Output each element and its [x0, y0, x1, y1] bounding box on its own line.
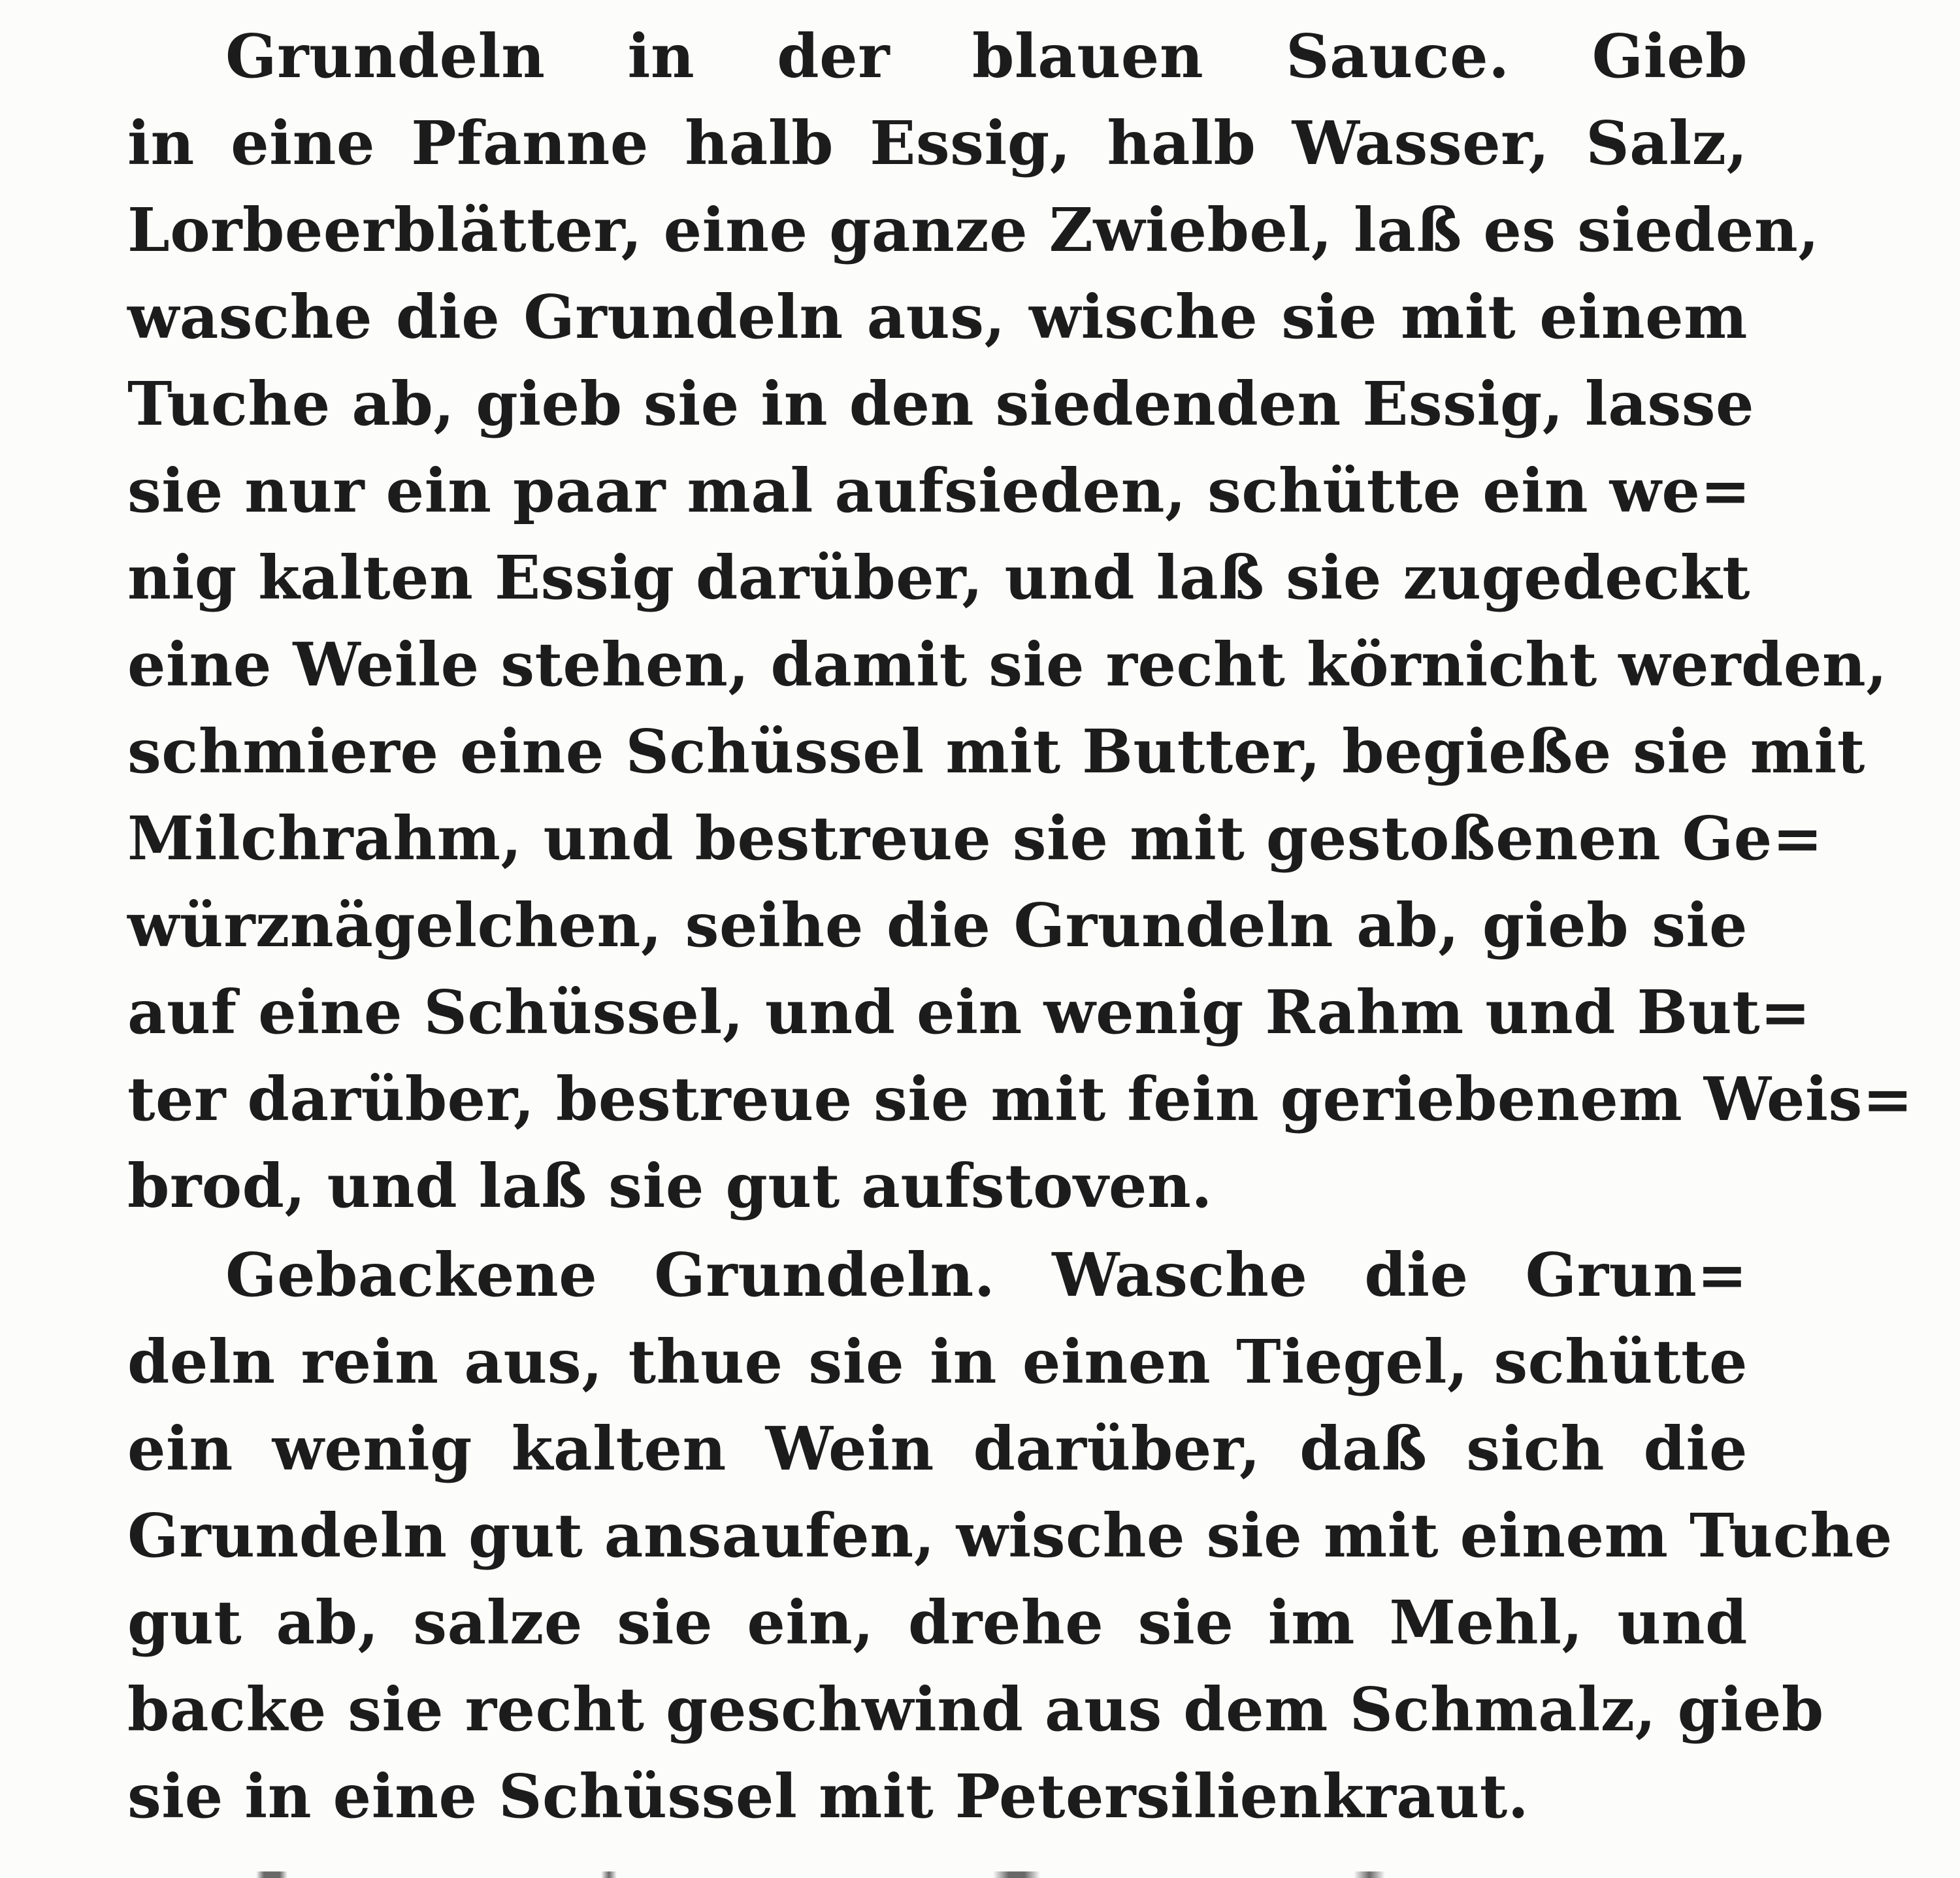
cropped-bottom-line — [131, 1866, 1699, 1878]
text-line: Lorbeerblätter, eine ganze Zwiebel, laß es sieden, — [127, 195, 1820, 265]
text-line: ter darüber, bestreue sie mit fein geriebenem Weis= — [127, 1064, 1914, 1134]
text-line: backe sie recht geschwind aus dem Schmalz, gieb — [127, 1674, 1824, 1745]
paragraph-gebackene-grundeln — [127, 1232, 1893, 1840]
text-line: Grundeln in der blauen Sauce. Gieb — [225, 21, 1748, 91]
paragraph-grundeln-blaue-sauce — [127, 13, 1914, 1230]
text-line: ein wenig kalten Wein darüber, daß sich die — [127, 1413, 1748, 1484]
text-line: sie in eine Schüssel mit Petersilienkraut. — [127, 1761, 1529, 1832]
text-line: eine Weile stehen, damit sie recht körnicht werden, — [127, 629, 1887, 700]
text-line: nig kalten Essig darüber, und laß sie zugedeckt — [127, 542, 1751, 613]
text-line: schmiere eine Schüssel mit Butter, begieße sie mit — [127, 716, 1865, 787]
text-line: brod, und laß sie gut aufstoven. — [127, 1151, 1213, 1221]
text-line: Tuche ab, gieb sie in den siedenden Essig, lasse — [127, 369, 1755, 439]
text-line: auf eine Schüssel, und ein wenig Rahm und But= — [127, 977, 1811, 1047]
text-line: in eine Pfanne halb Essig, halb Wasser, Salz, — [127, 108, 1748, 178]
text-line: Grundeln gut ansaufen, wische sie mit einem Tuche — [127, 1500, 1893, 1571]
text-line: würznägelchen, seihe die Grundeln ab, gieb sie — [127, 890, 1748, 961]
text-line: deln rein aus, thue sie in einen Tiegel, schütte — [127, 1326, 1748, 1397]
text-line: gut ab, salze sie ein, drehe sie im Mehl, und — [127, 1587, 1748, 1658]
text-line: sie nur ein paar mal aufsieden, schütte ein we= — [127, 455, 1751, 526]
text-line: wasche die Grundeln aus, wische sie mit einem — [127, 282, 1748, 352]
text-line: Gebackene Grundeln. Wasche die Grun= — [225, 1240, 1748, 1310]
text-line: Milchrahm, und bestreue sie mit gestoßenen Ge= — [127, 803, 1823, 874]
